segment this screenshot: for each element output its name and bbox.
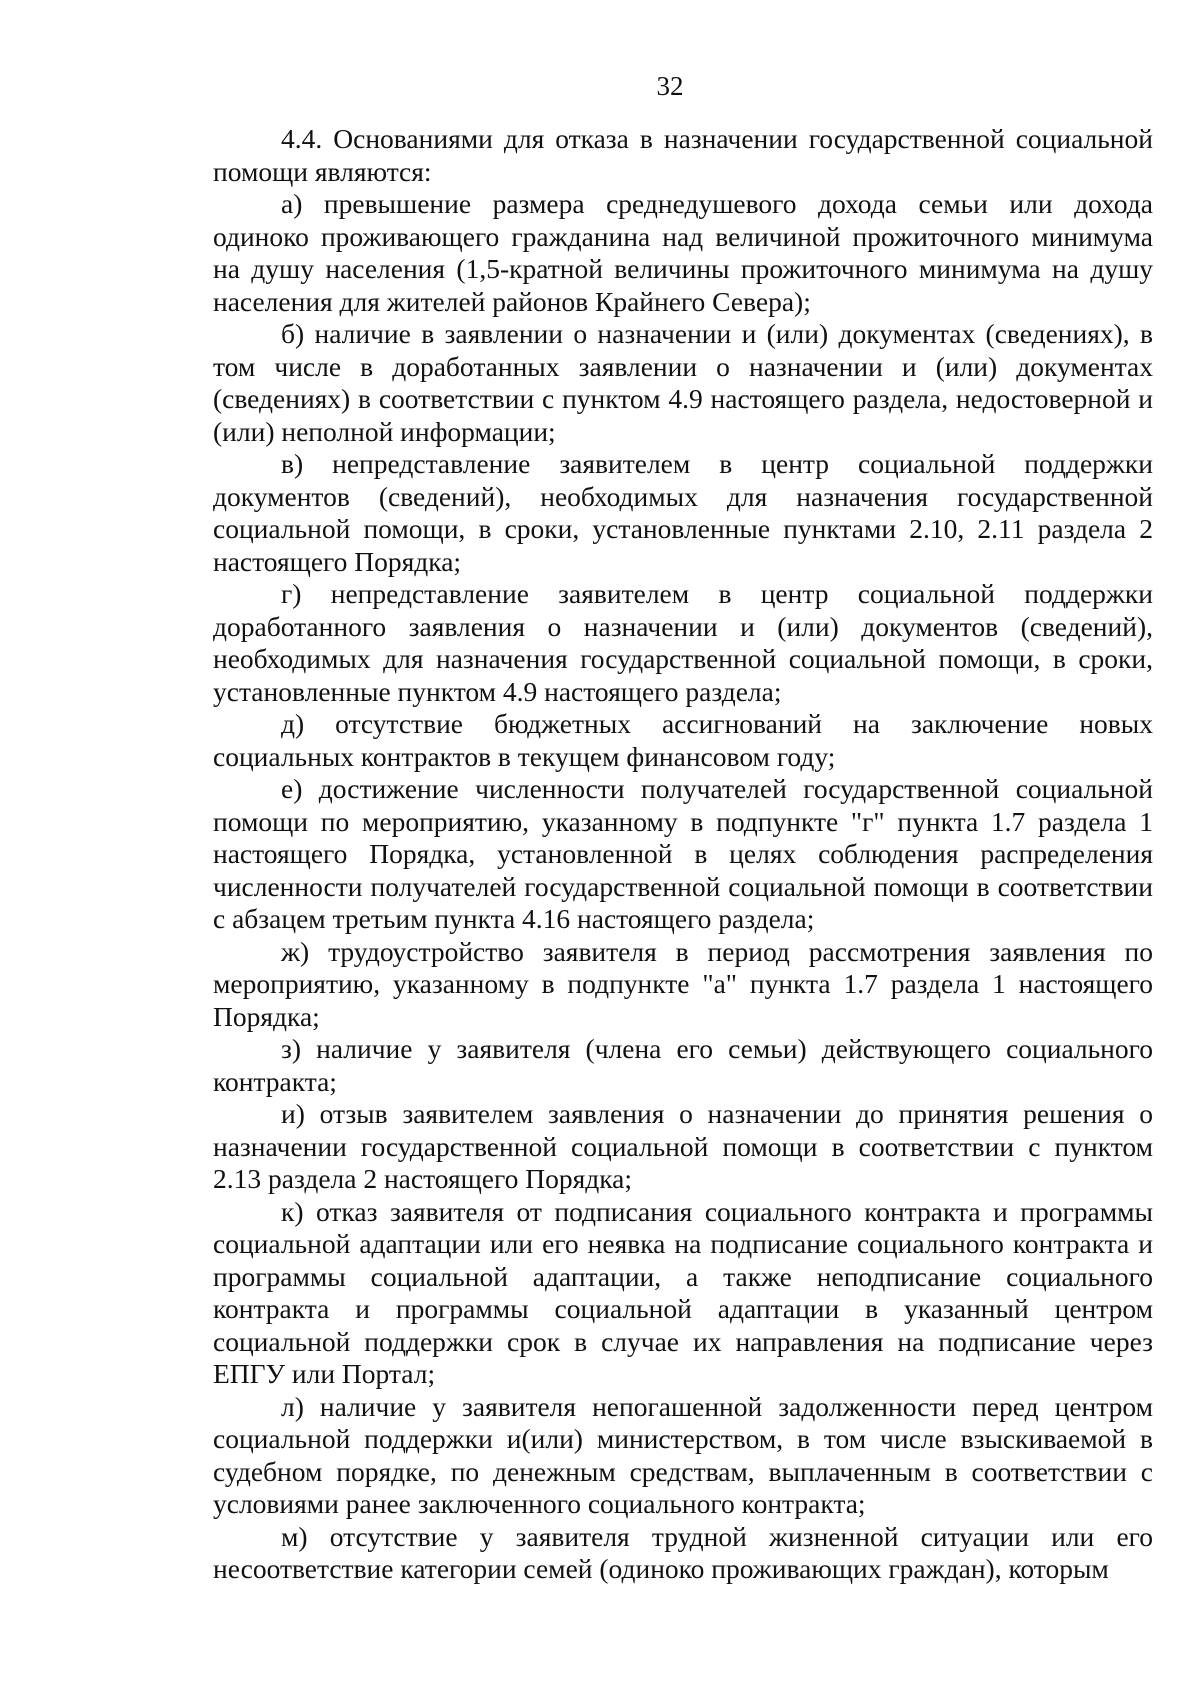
list-item-l: л) наличие у заявителя непогашенной задолженности перед центром социальной поддержки и(или) министерством, в том числе взыскиваемой в судебном порядке, по денежным средствам, выплаченным в соответствии с условиями ранее заключенного социального контракта; (213, 1390, 1153, 1519)
list-item-k: к) отказ заявителя от подписания социального контракта и программы социальной адаптации или его неявка на подписание социального контракта и программы социальной адаптации, а также неподписание социального контракта и программы социальной адаптации в указанный центром социальной поддержки срок в случае их направления на подписание через ЕПГУ или Портал; (213, 1195, 1153, 1389)
list-item-b: б) наличие в заявлении о назначении и (или) документах (сведениях), в том числе в доработанных заявлении о назначении и (или) документах (сведениях) в соответствии с пунктом 4.9 настоящего раздела, недостоверной и (или) неполной информации; (213, 318, 1153, 447)
list-item-v: в) непредставление заявителем в центр социальной поддержки документов (сведений), необходимых для назначения государственной социальной помощи, в сроки, установленные пунктами 2.10, 2.11 раздела 2 настоящего Порядка; (213, 448, 1153, 577)
list-item-m: м) отсутствие у заявителя трудной жизненной ситуации или его несоответствие категории семей (одиноко проживающих граждан), которым (213, 1520, 1153, 1584)
list-item-a: а) превышение размера среднедушевого дохода семьи или дохода одиноко проживающего гражданина над величиной прожиточного минимума на душу населения (1,5-кратной величины прожиточного минимума на душу населения для жителей районов Крайнего Севера); (213, 188, 1153, 317)
page-number: 32 (656, 71, 684, 101)
list-item-g: г) непредставление заявителем в центр социальной поддержки доработанного заявления о назначении и (или) документов (сведений), необходимых для назначения государственной социальной помощи, в сроки, установленные пунктом 4.9 настоящего раздела; (213, 578, 1153, 707)
list-item-e: е) достижение численности получателей государственной социальной помощи по мероприятию, указанному в подпункте "г" пункта 1.7 раздела 1 настоящего Порядка, установленной в целях соблюдения распределения численности получателей государственной социальной помощи в соответствии с абзацем третьим пункта 4.16 настоящего раздела; (213, 773, 1153, 934)
list-item-z: з) наличие у заявителя (члена его семьи) действующего социального контракта; (213, 1033, 1153, 1097)
paragraph-4-4-intro: 4.4. Основаниями для отказа в назначении государственной социальной помощи являются: (213, 123, 1153, 187)
document-body (213, 123, 1153, 1586)
list-item-zh: ж) трудоустройство заявителя в период рассмотрения заявления по мероприятию, указанному в подпункте "а" пункта 1.7 раздела 1 настоящего Порядка; (213, 935, 1153, 1032)
list-item-i: и) отзыв заявителем заявления о назначении до принятия решения о назначении государственной социальной помощи в соответствии с пунктом 2.13 раздела 2 настоящего Порядка; (213, 1098, 1153, 1194)
list-item-d: д) отсутствие бюджетных ассигнований на заключение новых социальных контрактов в текущем финансовом году; (213, 708, 1153, 772)
